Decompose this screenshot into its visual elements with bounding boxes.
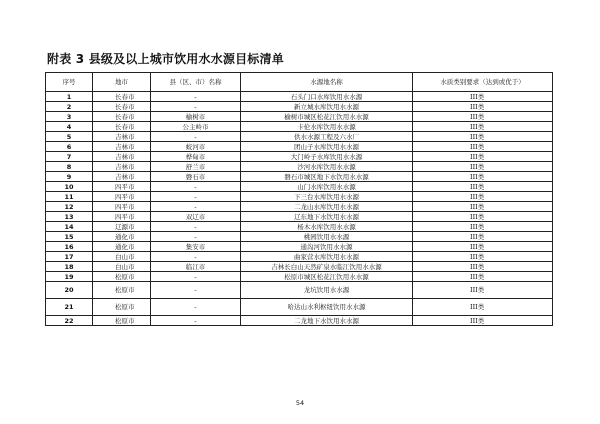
city-cell: 吉林市 <box>93 152 151 162</box>
table-row <box>46 132 553 142</box>
county-cell: 集安市 <box>151 242 241 252</box>
city-cell: 松原市 <box>93 316 151 326</box>
city-cell: 松原市 <box>93 299 151 316</box>
table-title: 附表 3 县级及以上城市饮用水水源目标清单 <box>47 52 284 66</box>
city-cell: 长春市 <box>93 92 151 102</box>
quality-standard-cell: III类 <box>413 102 553 112</box>
city-cell: 四平市 <box>93 212 151 222</box>
row-number-cell: 14 <box>46 222 93 232</box>
row-number-cell: 8 <box>46 162 93 172</box>
table-row <box>46 316 553 326</box>
county-cell: - <box>151 202 241 212</box>
quality-standard-cell: III类 <box>413 152 553 162</box>
city-cell: 白山市 <box>93 262 151 272</box>
water-source-cell: 松原市城区松花江饮用水水源 <box>241 272 413 282</box>
table-row <box>46 192 553 202</box>
row-number-cell: 2 <box>46 102 93 112</box>
county-cell: 桦甸市 <box>151 152 241 162</box>
row-number-cell: 5 <box>46 132 93 142</box>
row-number-cell: 3 <box>46 112 93 122</box>
county-cell: - <box>151 232 241 242</box>
city-cell: 通化市 <box>93 232 151 242</box>
quality-standard-cell: III类 <box>413 282 553 299</box>
quality-standard-cell: III类 <box>413 232 553 242</box>
table-row <box>46 182 553 192</box>
row-number-cell: 7 <box>46 152 93 162</box>
water-source-cell: 新立城水库饮用水水源 <box>241 102 413 112</box>
water-source-cell: 哈达山水利枢纽饮用水水源 <box>241 299 413 316</box>
table-row <box>46 122 553 132</box>
row-number-cell: 13 <box>46 212 93 222</box>
row-number-cell: 16 <box>46 242 93 252</box>
county-cell: - <box>151 92 241 102</box>
quality-standard-cell: III类 <box>413 202 553 212</box>
water-source-cell: 二龙山水库饮用水水源 <box>241 202 413 212</box>
quality-standard-cell: III类 <box>413 242 553 252</box>
quality-standard-cell: III类 <box>413 142 553 152</box>
water-source-cell: 团山子水库饮用水水源 <box>241 142 413 152</box>
city-cell: 长春市 <box>93 122 151 132</box>
water-source-cell: 榆树市城区松花江饮用水水源 <box>241 112 413 122</box>
table-row <box>46 212 553 222</box>
water-source-cell: 吉林长白山天然矿泉水临江饮用水水源 <box>241 262 413 272</box>
row-number-cell: 12 <box>46 202 93 212</box>
county-cell: 榆树市 <box>151 112 241 122</box>
row-number-cell: 17 <box>46 252 93 262</box>
quality-standard-cell: III类 <box>413 212 553 222</box>
column-header: 序号 <box>46 73 93 92</box>
row-number-cell: 10 <box>46 182 93 192</box>
city-cell: 吉林市 <box>93 142 151 152</box>
water-source-cell: 曲家营水库饮用水水源 <box>241 252 413 262</box>
table-row <box>46 92 553 102</box>
water-source-cell: 山门水库饮用水水源 <box>241 182 413 192</box>
quality-standard-cell: III类 <box>413 316 553 326</box>
table-row <box>46 262 553 272</box>
county-cell: 双辽市 <box>151 212 241 222</box>
row-number-cell: 19 <box>46 272 93 282</box>
county-cell: 蛟河市 <box>151 142 241 152</box>
water-source-cell: 供水水源工程及六水厂 <box>241 132 413 142</box>
row-number-cell: 6 <box>46 142 93 152</box>
table-row <box>46 162 553 172</box>
quality-standard-cell: III类 <box>413 192 553 202</box>
row-number-cell: 4 <box>46 122 93 132</box>
water-source-cell: 石头门口水库饮用水水源 <box>241 92 413 102</box>
city-cell: 四平市 <box>93 202 151 212</box>
city-cell: 吉林市 <box>93 162 151 172</box>
city-cell: 吉林市 <box>93 172 151 182</box>
quality-standard-cell: III类 <box>413 172 553 182</box>
city-cell: 辽源市 <box>93 222 151 232</box>
water-source-cell: 卡伦水库饮用水水源 <box>241 122 413 132</box>
city-cell: 长春市 <box>93 112 151 122</box>
county-cell: - <box>151 102 241 112</box>
county-cell: - <box>151 252 241 262</box>
table-row <box>46 299 553 316</box>
county-cell: 舒兰市 <box>151 162 241 172</box>
table-header-row <box>46 73 553 92</box>
county-cell: - <box>151 282 241 299</box>
county-cell: 磐石市 <box>151 172 241 182</box>
column-header: 地市 <box>93 73 151 92</box>
county-cell: - <box>151 182 241 192</box>
water-source-cell: 辽东地下水饮用水水源 <box>241 212 413 222</box>
quality-standard-cell: III类 <box>413 222 553 232</box>
quality-standard-cell: III类 <box>413 122 553 132</box>
county-cell: - <box>151 222 241 232</box>
city-cell: 长春市 <box>93 102 151 112</box>
city-cell: 四平市 <box>93 192 151 202</box>
table-row <box>46 252 553 262</box>
quality-standard-cell: III类 <box>413 262 553 272</box>
water-source-table <box>45 72 553 326</box>
county-cell: 临江市 <box>151 262 241 272</box>
row-number-cell: 11 <box>46 192 93 202</box>
county-cell: - <box>151 132 241 142</box>
county-cell: - <box>151 192 241 202</box>
table-row <box>46 152 553 162</box>
quality-standard-cell: III类 <box>413 182 553 192</box>
row-number-cell: 1 <box>46 92 93 102</box>
quality-standard-cell: III类 <box>413 112 553 122</box>
page-number: 54 <box>295 399 305 407</box>
table-row <box>46 282 553 299</box>
table-row <box>46 242 553 252</box>
county-cell: - <box>151 272 241 282</box>
quality-standard-cell: III类 <box>413 132 553 142</box>
quality-standard-cell: III类 <box>413 299 553 316</box>
water-source-cell: 沙河水库饮用水水源 <box>241 162 413 172</box>
county-cell: - <box>151 299 241 316</box>
table-row <box>46 202 553 212</box>
city-cell: 松原市 <box>93 272 151 282</box>
quality-standard-cell: III类 <box>413 92 553 102</box>
row-number-cell: 20 <box>46 282 93 299</box>
table-row <box>46 102 553 112</box>
water-source-cell: 桃园饮用水水源 <box>241 232 413 242</box>
water-source-cell: 杨木水库饮用水水源 <box>241 222 413 232</box>
water-source-cell: 下三台水库饮用水水源 <box>241 192 413 202</box>
quality-standard-cell: III类 <box>413 162 553 172</box>
table-row <box>46 232 553 242</box>
water-source-cell: 龙坑饮用水水源 <box>241 282 413 299</box>
table-row <box>46 272 553 282</box>
city-cell: 白山市 <box>93 252 151 262</box>
water-source-cell: 磐石市城区地下水饮用水水源 <box>241 172 413 182</box>
row-number-cell: 22 <box>46 316 93 326</box>
table-row <box>46 222 553 232</box>
water-source-cell: 通沟河饮用水水源 <box>241 242 413 252</box>
column-header: 县（区、市）名称 <box>151 73 241 92</box>
row-number-cell: 15 <box>46 232 93 242</box>
quality-standard-cell: III类 <box>413 272 553 282</box>
water-source-cell: 大门岭子水库饮用水水源 <box>241 152 413 162</box>
table-row <box>46 172 553 182</box>
quality-standard-cell: III类 <box>413 252 553 262</box>
table-row <box>46 142 553 152</box>
water-source-cell: 二龙地下水饮用水水源 <box>241 316 413 326</box>
city-cell: 通化市 <box>93 242 151 252</box>
row-number-cell: 21 <box>46 299 93 316</box>
row-number-cell: 9 <box>46 172 93 182</box>
county-cell: - <box>151 316 241 326</box>
column-header: 水质类别要求（达到或优于） <box>413 73 553 92</box>
row-number-cell: 18 <box>46 262 93 272</box>
county-cell: 公主岭市 <box>151 122 241 132</box>
column-header: 水源地名称 <box>241 73 413 92</box>
city-cell: 四平市 <box>93 182 151 192</box>
city-cell: 吉林市 <box>93 132 151 142</box>
table-row <box>46 112 553 122</box>
city-cell: 松原市 <box>93 282 151 299</box>
